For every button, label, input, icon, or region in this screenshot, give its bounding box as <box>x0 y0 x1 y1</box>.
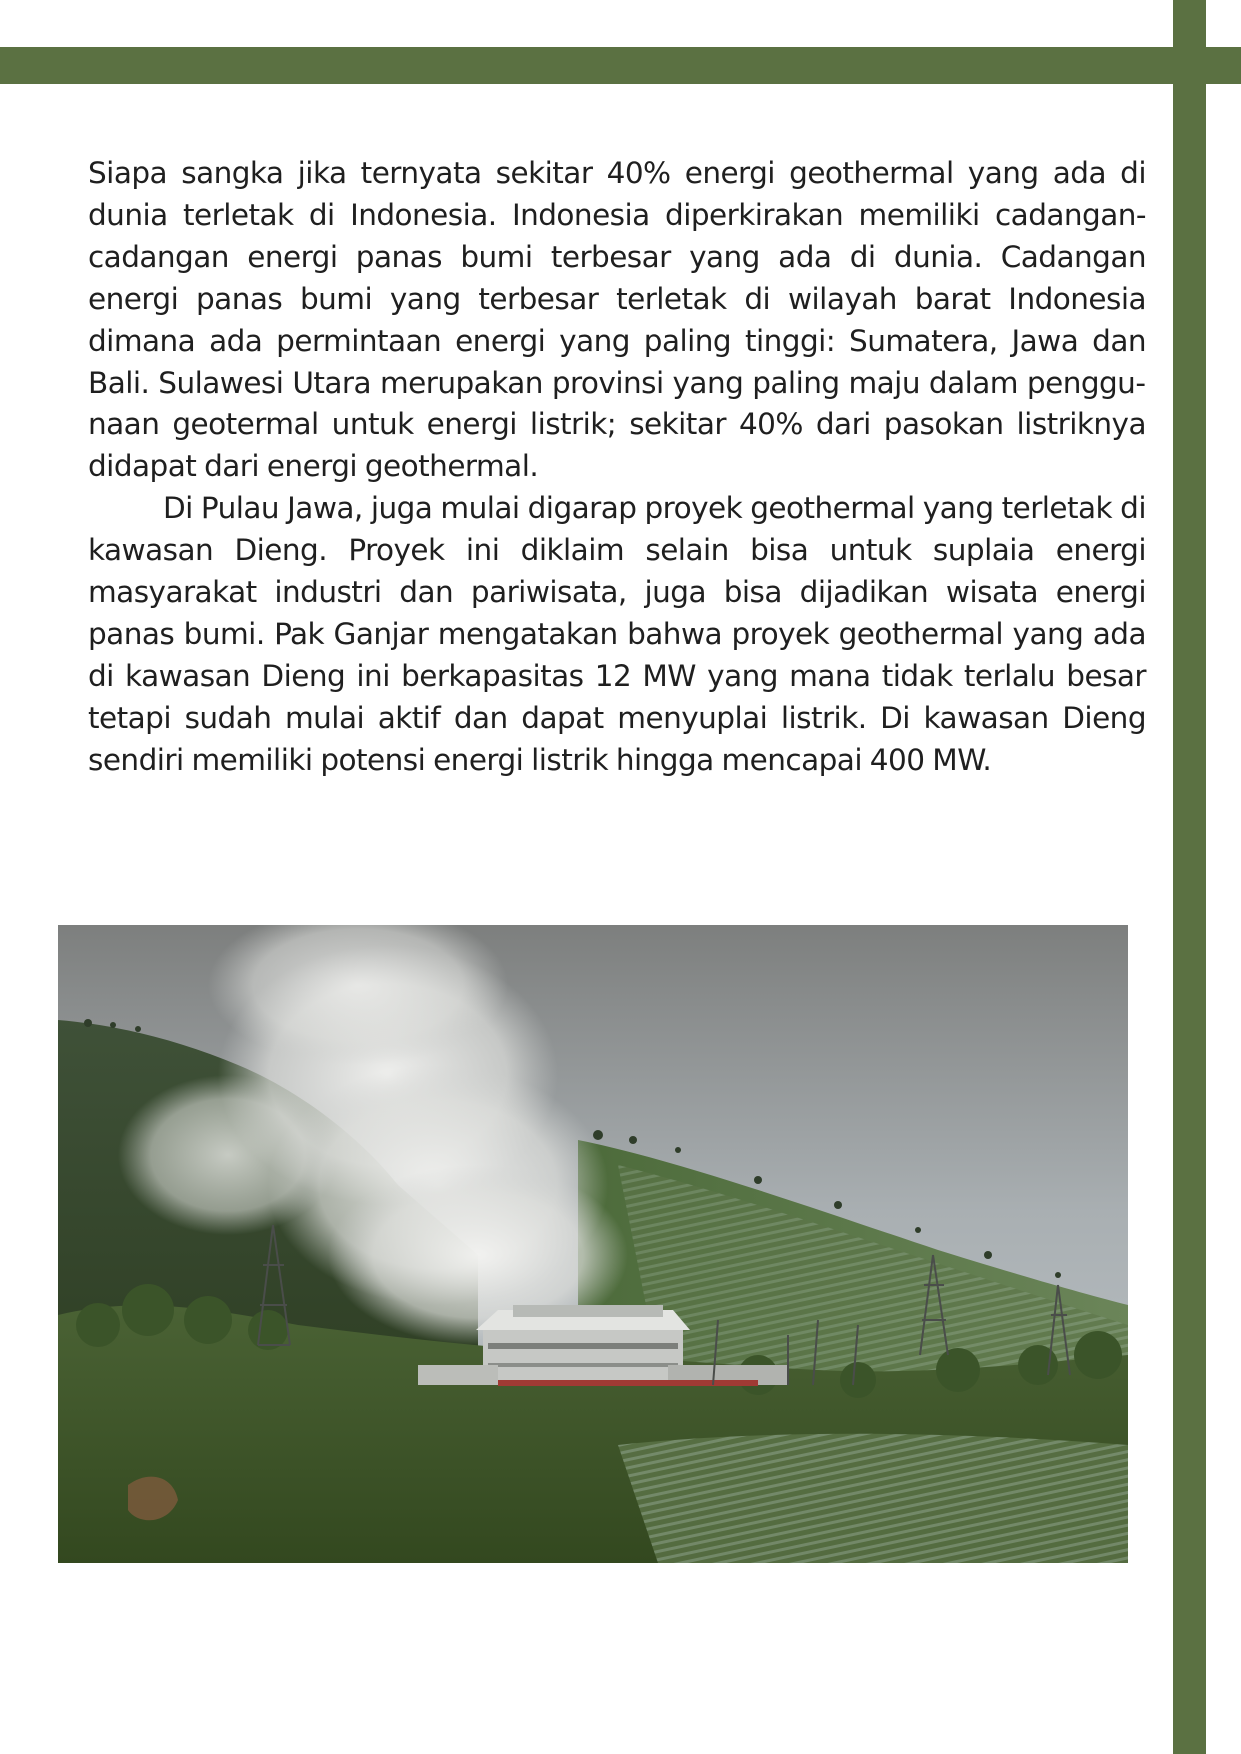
article-body <box>88 153 1146 782</box>
paragraph-1: Siapa sangka jika ternyata sekitar 40% energi geothermal yang ada di dunia terletak di Indonesia. Indonesia diperkirakan memiliki cadangan-cadangan energi panas bumi terbesar yang ada di dunia. Cadangan energi panas bumi yang terbesar terletak di wilayah barat Indonesia dimana ada permintaan energi yang paling tinggi: Sumatera, Jawa dan Bali. Sulawesi Utara merupakan provinsi yang paling maju dalam penggunaan geotermal untuk energi listrik; sekitar 40% dari pasokan listriknya didapat dari energi geothermal. <box>88 156 1146 484</box>
side-accent-bar <box>1173 0 1206 1754</box>
geothermal-plant-photo <box>58 925 1128 1563</box>
paragraph-2: Di Pulau Jawa, juga mulai digarap proyek geothermal yang terletak di kawasan Dieng. Proyek ini diklaim selain bisa untuk suplaia energi masyarakat industri dan pariwisata, juga bisa dijadikan wisata energi panas bumi. Pak Ganjar mengatakan bahwa proyek geothermal yang ada di kawasan Dieng ini berkapasitas 12 MW yang mana tidak terlalu besar tetapi sudah mulai aktif dan dapat menyuplai listrik. Di kawasan Dieng sendiri memiliki potensi energi listrik hingga mencapai 400 MW. <box>88 491 1146 777</box>
top-accent-bar <box>0 47 1241 84</box>
